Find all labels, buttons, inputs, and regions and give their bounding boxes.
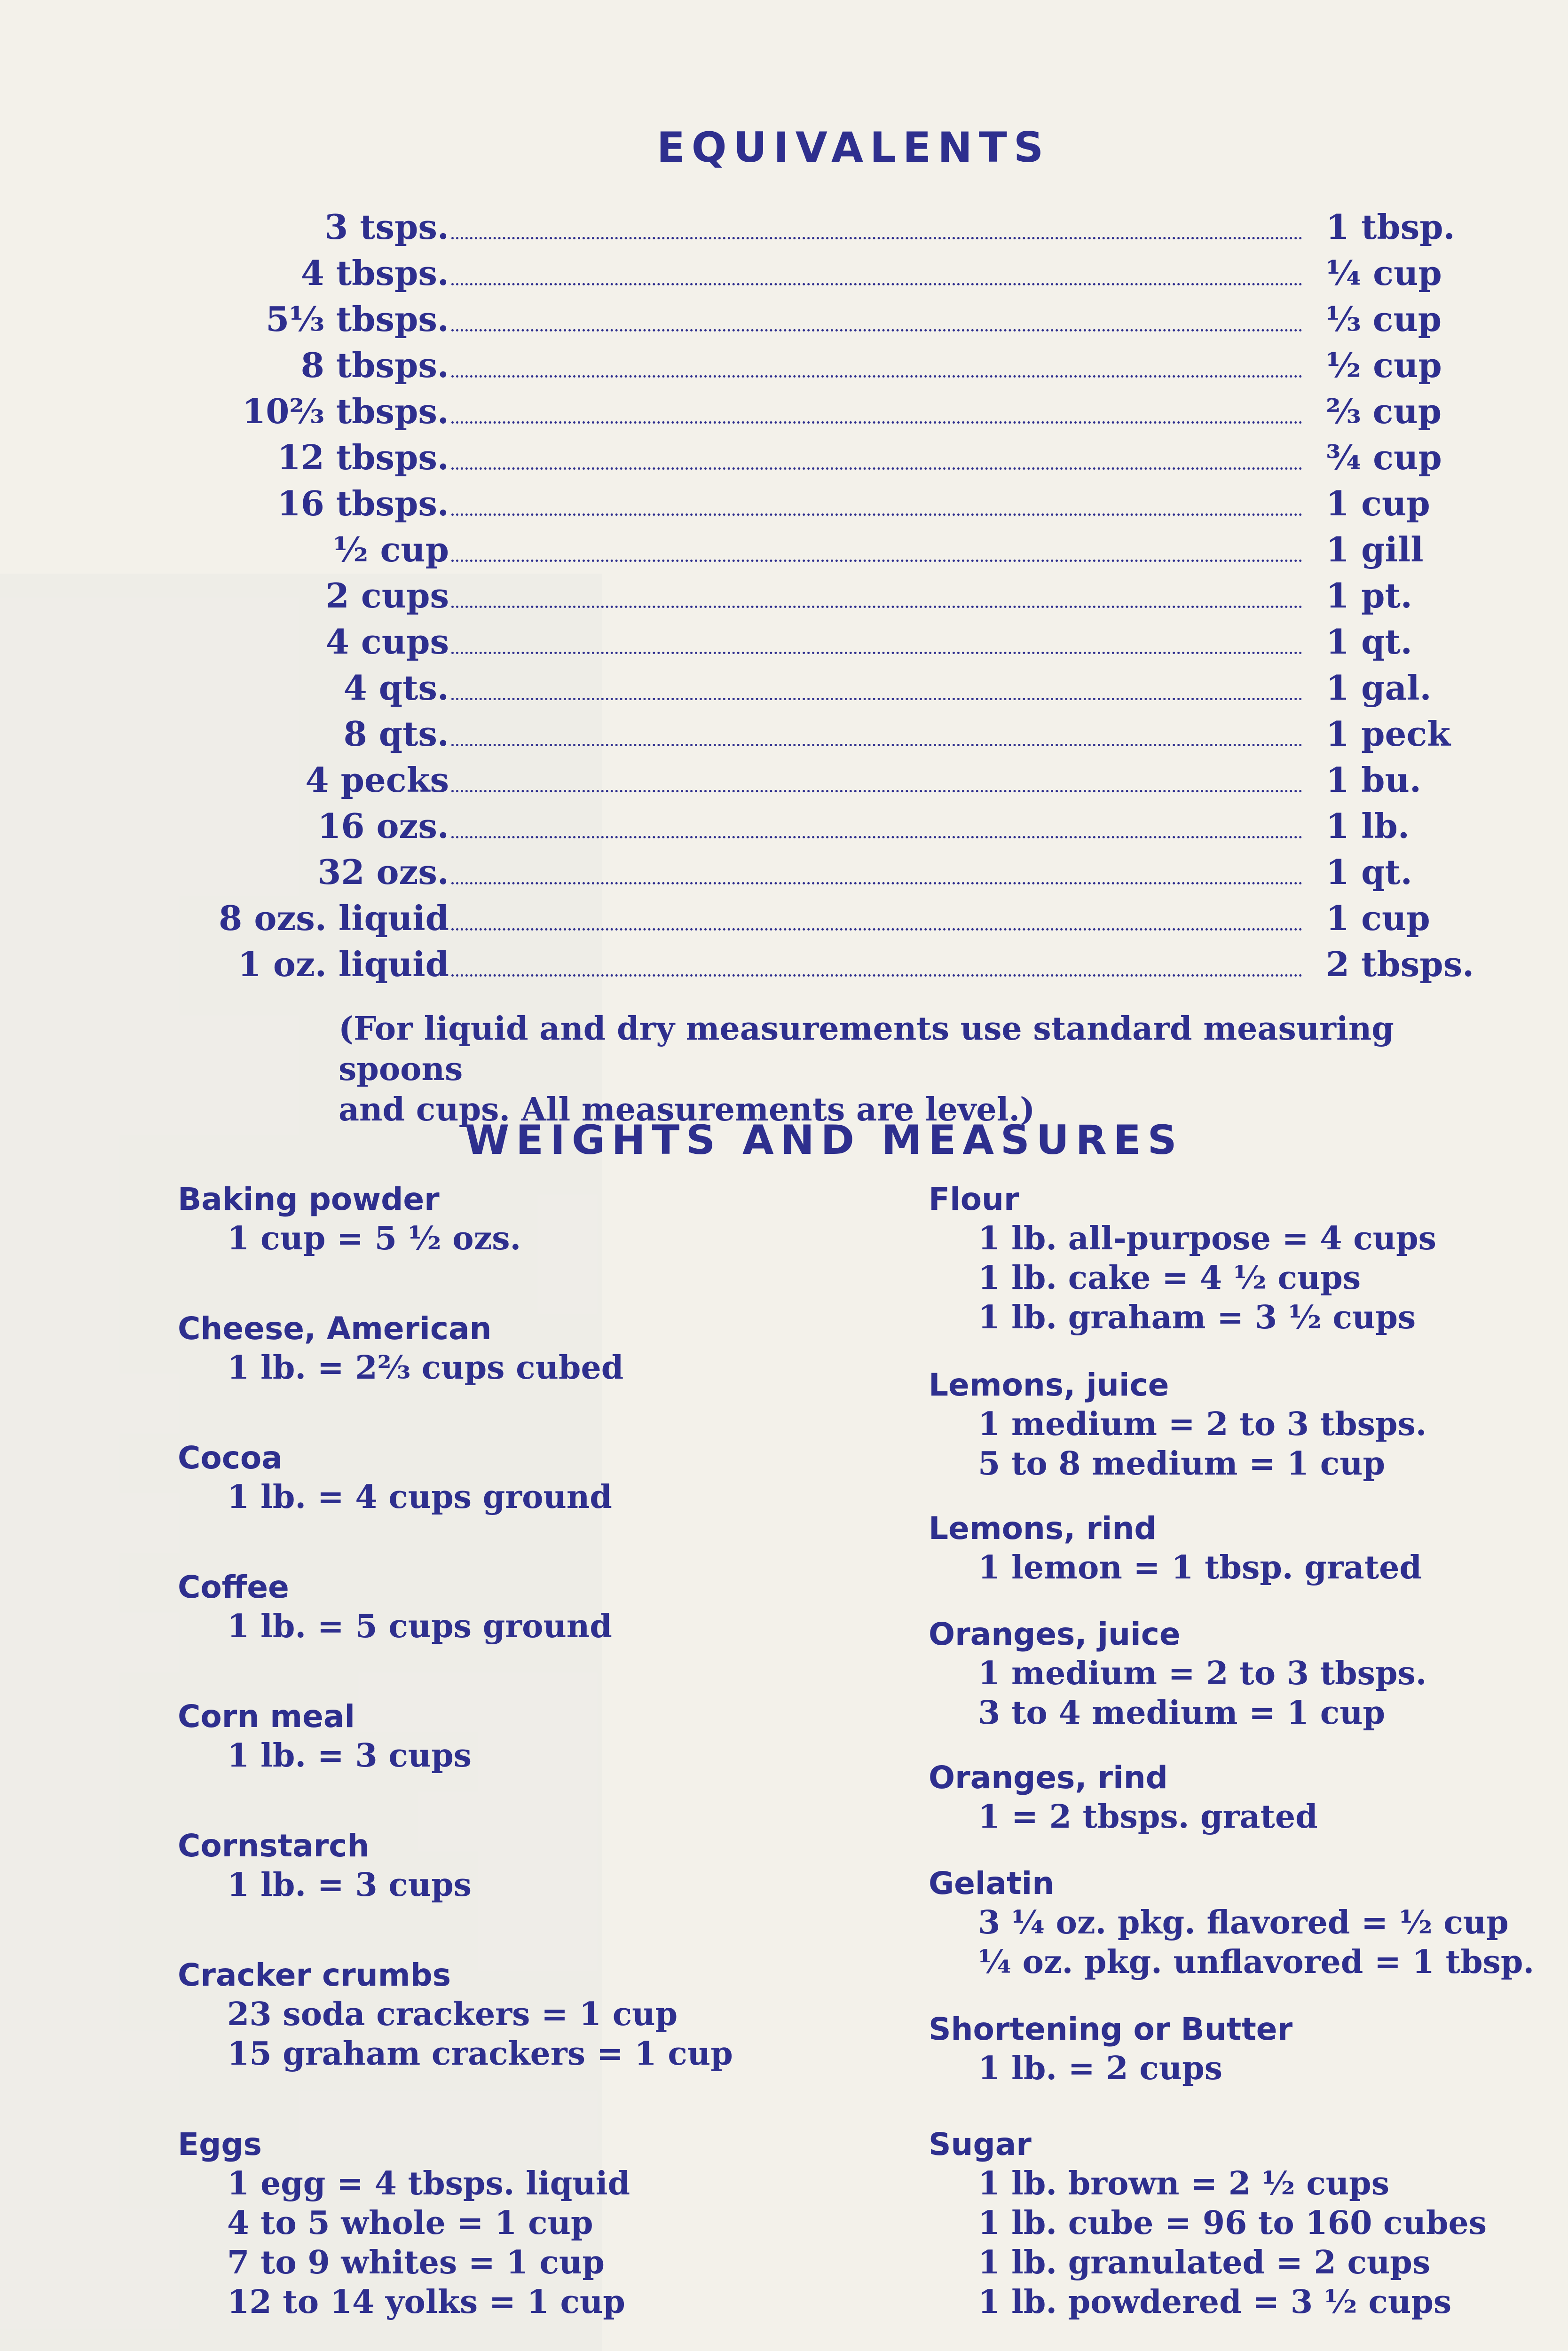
equivalent-amount: 5⅓ tbsps. bbox=[266, 299, 449, 339]
dot-leader bbox=[451, 375, 1302, 378]
ingredient-line: 5 to 8 medium = 1 cup bbox=[978, 1445, 1386, 1483]
dot-leader bbox=[451, 974, 1302, 977]
equivalent-value: 2 tbsps. bbox=[1326, 944, 1474, 984]
equivalent-amount: 16 ozs. bbox=[317, 806, 449, 846]
equivalents-title: EQUIVALENTS bbox=[656, 123, 1050, 172]
dot-leader bbox=[451, 744, 1302, 746]
ingredient-heading: Flour bbox=[929, 1181, 1019, 1217]
equivalent-amount: 1 oz. liquid bbox=[237, 944, 449, 984]
ingredient-heading: Baking powder bbox=[178, 1181, 440, 1217]
dot-leader bbox=[451, 421, 1302, 424]
equivalent-value: 1 peck bbox=[1326, 714, 1451, 754]
ingredient-heading: Gelatin bbox=[929, 1865, 1055, 1901]
ingredient-heading: Lemons, rind bbox=[929, 1510, 1157, 1546]
ingredient-group bbox=[929, 2125, 1549, 2322]
equivalent-amount: 32 ozs. bbox=[317, 852, 449, 892]
ingredient-group bbox=[178, 1827, 836, 1905]
equivalent-value: 1 gill bbox=[1326, 529, 1424, 569]
equivalent-value: 1 lb. bbox=[1326, 806, 1410, 846]
ingredient-group bbox=[178, 2125, 836, 2322]
equivalent-value: 1 gal. bbox=[1326, 668, 1432, 708]
ingredient-line: 1 medium = 2 to 3 tbsps. bbox=[978, 1655, 1427, 1692]
equivalents-row bbox=[0, 852, 1568, 898]
note-line: and cups. All measurements are level.) bbox=[339, 1091, 1035, 1128]
dot-leader bbox=[451, 513, 1302, 516]
ingredient-group bbox=[178, 1180, 836, 1258]
ingredient-group bbox=[929, 1864, 1549, 1982]
equivalent-value: 1 bu. bbox=[1326, 760, 1421, 800]
ingredient-line: 1 lb. graham = 3 ½ cups bbox=[978, 1299, 1416, 1336]
ingredient-group bbox=[929, 2010, 1549, 2088]
equivalents-row bbox=[0, 391, 1568, 437]
equivalent-value: 1 pt. bbox=[1326, 576, 1412, 615]
ingredient-line: 4 to 5 whole = 1 cup bbox=[227, 2204, 593, 2242]
ingredient-heading: Coffee bbox=[178, 1569, 289, 1605]
ingredient-heading: Cracker crumbs bbox=[178, 1957, 451, 1993]
equivalent-amount: 12 tbsps. bbox=[277, 437, 449, 477]
equivalent-value: ¾ cup bbox=[1326, 437, 1442, 477]
note-line: (For liquid and dry measurements use standard measuring spoons bbox=[339, 1010, 1394, 1088]
ingredient-line: 3 ¼ oz. pkg. flavored = ½ cup bbox=[978, 1904, 1509, 1941]
dot-leader bbox=[451, 882, 1302, 884]
equivalent-amount: 10⅔ tbsps. bbox=[242, 391, 449, 431]
dot-leader bbox=[451, 606, 1302, 608]
ingredient-line: 1 lb. = 4 cups ground bbox=[227, 1478, 612, 1516]
ingredient-group bbox=[929, 1366, 1549, 1483]
dot-leader bbox=[451, 283, 1302, 285]
ingredient-line: 1 lb. = 3 cups bbox=[227, 1737, 472, 1775]
ingredient-group bbox=[929, 1180, 1549, 1337]
ingredient-line: 12 to 14 yolks = 1 cup bbox=[227, 2283, 625, 2321]
equivalents-row bbox=[0, 944, 1568, 990]
equivalent-value: ⅓ cup bbox=[1326, 299, 1442, 339]
ingredient-line: 1 cup = 5 ½ ozs. bbox=[227, 1220, 521, 1257]
equivalents-row bbox=[0, 529, 1568, 576]
ingredient-heading: Lemons, juice bbox=[929, 1367, 1169, 1403]
ingredient-line: 7 to 9 whites = 1 cup bbox=[227, 2244, 605, 2281]
ingredient-heading: Shortening or Butter bbox=[929, 2011, 1293, 2047]
measurement-note bbox=[339, 1009, 1467, 1130]
ingredient-line: 23 soda crackers = 1 cup bbox=[227, 1996, 678, 2033]
ingredient-group bbox=[178, 1697, 836, 1775]
ingredient-line: 1 lb. all-purpose = 4 cups bbox=[978, 1220, 1436, 1257]
dot-leader bbox=[451, 467, 1302, 470]
equivalents-row bbox=[0, 622, 1568, 668]
ingredient-line: 1 lb. = 2⅔ cups cubed bbox=[227, 1349, 624, 1387]
ingredient-heading: Oranges, juice bbox=[929, 1616, 1181, 1652]
weights-title: WEIGHTS AND MEASURES bbox=[465, 1117, 1183, 1164]
equivalent-amount: 16 tbsps. bbox=[277, 483, 449, 523]
equivalent-amount: 4 qts. bbox=[343, 668, 449, 708]
ingredient-group bbox=[178, 1568, 836, 1646]
equivalent-amount: 2 cups bbox=[325, 576, 449, 615]
equivalent-amount: 3 tsps. bbox=[324, 207, 449, 247]
dot-leader bbox=[451, 928, 1302, 931]
ingredient-group bbox=[929, 1615, 1549, 1733]
ingredient-heading: Cocoa bbox=[178, 1440, 283, 1476]
ingredient-line: 1 lb. granulated = 2 cups bbox=[978, 2244, 1431, 2281]
ingredient-line: 1 lb. = 3 cups bbox=[227, 1866, 472, 1904]
equivalents-row bbox=[0, 483, 1568, 529]
equivalent-value: 1 cup bbox=[1326, 898, 1430, 938]
ingredient-group bbox=[929, 1509, 1549, 1587]
equivalent-value: 1 cup bbox=[1326, 483, 1430, 523]
equivalents-row bbox=[0, 299, 1568, 345]
ingredient-heading: Sugar bbox=[929, 2126, 1032, 2162]
ingredient-line: 3 to 4 medium = 1 cup bbox=[978, 1694, 1386, 1732]
equivalent-amount: 4 cups bbox=[325, 622, 449, 662]
dot-leader bbox=[451, 560, 1302, 562]
equivalents-row bbox=[0, 806, 1568, 852]
equivalents-row bbox=[0, 668, 1568, 714]
dot-leader bbox=[451, 698, 1302, 700]
ingredient-line: 1 medium = 2 to 3 tbsps. bbox=[978, 1405, 1427, 1443]
equivalents-row bbox=[0, 576, 1568, 622]
equivalent-value: ⅔ cup bbox=[1326, 391, 1442, 431]
equivalents-row bbox=[0, 714, 1568, 760]
ingredient-heading: Oranges, rind bbox=[929, 1759, 1168, 1796]
equivalent-amount: 8 qts. bbox=[343, 714, 449, 754]
equivalent-value: 1 qt. bbox=[1326, 622, 1412, 662]
dot-leader bbox=[451, 329, 1302, 331]
ingredient-line: 1 lb. cake = 4 ½ cups bbox=[978, 1259, 1361, 1297]
ingredient-group bbox=[929, 1759, 1549, 1837]
equivalents-row bbox=[0, 437, 1568, 483]
ingredient-line: 1 lb. cube = 96 to 160 cubes bbox=[978, 2204, 1487, 2242]
equivalent-value: ¼ cup bbox=[1326, 253, 1442, 293]
equivalent-amount: 8 ozs. liquid bbox=[219, 898, 449, 938]
equivalent-value: 1 tbsp. bbox=[1326, 207, 1455, 247]
equivalent-value: 1 qt. bbox=[1326, 852, 1412, 892]
equivalents-row bbox=[0, 760, 1568, 806]
ingredient-group bbox=[178, 1310, 836, 1388]
ingredient-group bbox=[178, 1439, 836, 1517]
ingredient-line: 1 lb. = 2 cups bbox=[978, 2050, 1223, 2087]
ingredient-heading: Eggs bbox=[178, 2126, 262, 2162]
dot-leader bbox=[451, 237, 1302, 239]
ingredient-line: 1 lemon = 1 tbsp. grated bbox=[978, 1549, 1422, 1586]
ingredient-line: 1 lb. = 5 cups ground bbox=[227, 1608, 612, 1645]
ingredient-line: 1 lb. powdered = 3 ½ cups bbox=[978, 2283, 1452, 2321]
ingredient-line: 15 graham crackers = 1 cup bbox=[227, 2035, 733, 2073]
dot-leader bbox=[451, 790, 1302, 792]
equivalents-row bbox=[0, 898, 1568, 944]
equivalent-value: ½ cup bbox=[1326, 345, 1442, 385]
ingredient-heading: Cheese, American bbox=[178, 1310, 492, 1347]
ingredient-line: 1 lb. brown = 2 ½ cups bbox=[978, 2165, 1390, 2202]
ingredient-heading: Cornstarch bbox=[178, 1828, 370, 1864]
dot-leader bbox=[451, 652, 1302, 654]
equivalent-amount: 8 tbsps. bbox=[300, 345, 449, 385]
dot-leader bbox=[451, 836, 1302, 838]
ingredient-line: ¼ oz. pkg. unflavored = 1 tbsp. bbox=[978, 1943, 1535, 1981]
ingredient-group bbox=[178, 1956, 836, 2074]
equivalents-row bbox=[0, 207, 1568, 253]
equivalent-amount: ½ cup bbox=[333, 529, 449, 569]
equivalent-amount: 4 tbsps. bbox=[300, 253, 449, 293]
ingredient-line: 1 = 2 tbsps. grated bbox=[978, 1798, 1318, 1836]
ingredient-heading: Corn meal bbox=[178, 1698, 355, 1735]
equivalent-amount: 4 pecks bbox=[305, 760, 449, 800]
equivalents-row bbox=[0, 345, 1568, 391]
ingredient-line: 1 egg = 4 tbsps. liquid bbox=[227, 2165, 630, 2202]
equivalents-row bbox=[0, 253, 1568, 299]
